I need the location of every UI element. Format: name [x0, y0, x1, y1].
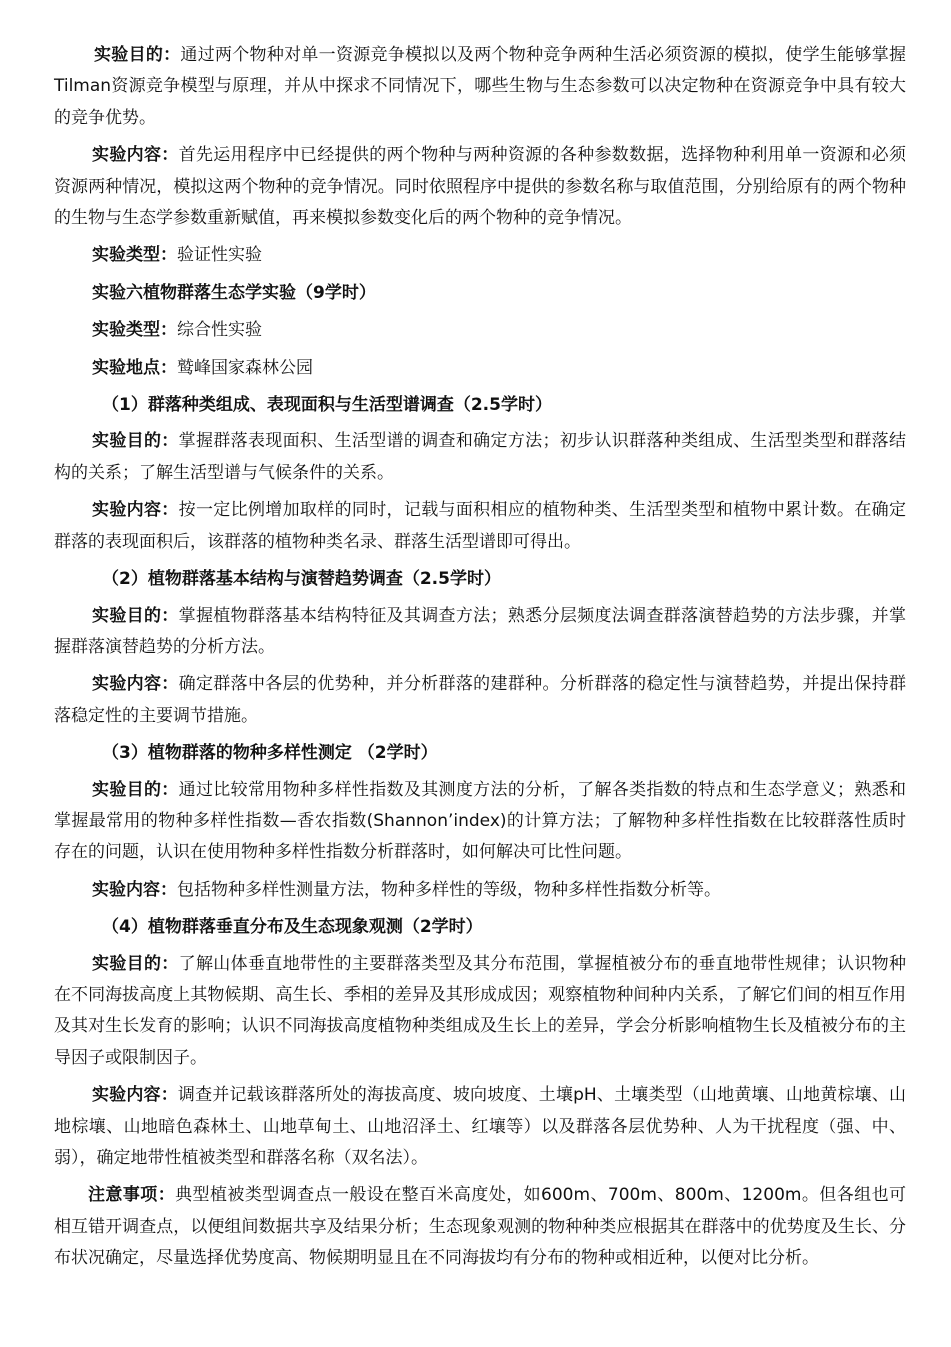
paragraph-text: 确定群落中各层的优势种，并分析群落的建群种。分析群落的稳定性与演替趋势，并提出保持群落稳定性的主要调节措施。 — [54, 674, 907, 726]
labeled-paragraph — [54, 240, 906, 271]
paragraph-label: 实验目的： — [92, 953, 179, 974]
document-page — [54, 40, 906, 1281]
labeled-paragraph — [54, 353, 906, 384]
labeled-paragraph — [54, 875, 906, 906]
paragraph-label: 注意事项： — [88, 1185, 176, 1206]
labeled-paragraph — [54, 1080, 906, 1174]
paragraph-text: 了解山体垂直地带性的主要群落类型及其分布范围，掌握植被分布的垂直地带性规律；认识物种在不同海拔高度上其物候期、高生长、季相的差异及其形成成因；观察植物种间种内关系，了解它们间的相互作用及其对生长发育的影响；认识不同海拔高度植物种类组成及生长上的差异，学会分析影响植物生长及植被分布的主导因子或限制因子。 — [54, 953, 907, 1068]
paragraph-text: 掌握群落表现面积、生活型谱的调查和确定方法；初步认识群落种类组成、生活型类型和群落结构的关系；了解生活型谱与气候条件的关系。 — [54, 431, 907, 483]
paragraph-label: 实验内容： — [92, 145, 179, 166]
subsection-heading: （2）植物群落基本结构与演替趋势调查（2.5学时） — [102, 569, 501, 590]
paragraph-text: 验证性实验 — [177, 245, 262, 266]
paragraph-text: 掌握植物群落基本结构特征及其调查方法；熟悉分层频度法调查群落演替趋势的方法步骤，并掌握群落演替趋势的分析方法。 — [54, 605, 907, 657]
section-heading: 实验六植物群落生态学实验（9学时） — [92, 282, 376, 303]
paragraph-label: 实验内容： — [92, 500, 179, 521]
paragraph-label: 实验内容： — [92, 674, 179, 695]
labeled-paragraph — [54, 669, 906, 732]
paragraph-label: 实验地点： — [92, 357, 177, 378]
paragraph-label: 实验类型： — [92, 245, 177, 266]
paragraph-label: 实验目的： — [92, 431, 179, 452]
paragraph-label: 实验内容： — [92, 879, 177, 900]
labeled-paragraph — [54, 949, 906, 1075]
subsection-heading: （4）植物群落垂直分布及生态现象观测（2学时） — [102, 917, 483, 938]
paragraph-text: 按一定比例增加取样的同时，记载与面积相应的植物种类、生活型类型和植物中累计数。在确定群落的表现面积后，该群落的植物种类名录、群落生活型谱即可得出。 — [54, 500, 907, 552]
paragraph-label: 实验目的： — [92, 779, 179, 800]
paragraph-text: 调查并记载该群落所处的海拔高度、坡向坡度、土壤pH、土壤类型（山地黄壤、山地黄棕壤、山地棕壤、山地暗色森林土、山地草甸土、山地沼泽土、红壤等）以及群落各层优势种、人为干扰程度（强、中、弱），确定地带性植被类型和群落名称（双名法）。 — [54, 1085, 907, 1168]
labeled-paragraph — [54, 426, 906, 489]
paragraph-text: 通过两个物种对单一资源竞争模拟以及两个物种竞争两种生活必须资源的模拟，使学生能够掌握Tilman资源竞争模型与原理，并从中探求不同情况下，哪些生物与生态参数可以决定物种在资源竞争中具有较大的竞争优势。 — [54, 45, 907, 128]
subsection-heading: （3）植物群落的物种多样性测定 （2学时） — [102, 743, 438, 764]
subsection-heading: （1）群落种类组成、表现面积与生活型谱调查（2.5学时） — [102, 395, 552, 416]
paragraph-text: 典型植被类型调查点一般设在整百米高度处，如600m、700m、800m、1200m。但各组也可相互错开调查点，以便组间数据共享及结果分析；生态现象观测的物种种类应根据其在群落中的优势度及生长、分布状况确定，尽量选择优势度高、物候期明显且在不同海拔均有分布的物种或相近种，以便对比分析。 — [54, 1185, 906, 1269]
paragraph-text: 首先运用程序中已经提供的两个物种与两种资源的各种参数数据，选择物种利用单一资源和必须资源两种情况，模拟这两个物种的竞争情况。同时依照程序中提供的参数名称与取值范围，分别给原有的两个物种的生物与生态学参数重新赋值，再来模拟参数变化后的两个物种的竞争情况。 — [54, 145, 907, 229]
paragraph-text: 通过比较常用物种多样性指数及其测度方法的分析，了解各类指数的特点和生态学意义；熟悉和掌握最常用的物种多样性指数—香农指数(Shannon’index)的计算方法；了解物种多样性指数在比较群落性质时存在的问题，认识在使用物种多样性指数分析群落时，如何解决可比性问题。 — [54, 779, 907, 863]
paragraph-text: 鹫峰国家森林公园 — [177, 357, 313, 378]
labeled-paragraph — [54, 775, 906, 869]
labeled-paragraph — [54, 40, 906, 134]
labeled-paragraph — [54, 495, 906, 558]
paragraph-label: 实验内容： — [92, 1085, 178, 1106]
labeled-paragraph — [54, 601, 906, 664]
paragraph-text: 包括物种多样性测量方法，物种多样性的等级，物种多样性指数分析等。 — [177, 879, 721, 900]
paragraph-label: 实验目的： — [94, 45, 181, 65]
paragraph-label: 实验目的： — [92, 605, 179, 626]
labeled-paragraph — [54, 140, 906, 234]
labeled-paragraph — [54, 1180, 906, 1274]
paragraph-label: 实验类型： — [92, 320, 177, 341]
paragraph-text: 综合性实验 — [177, 320, 262, 341]
labeled-paragraph — [54, 315, 906, 346]
